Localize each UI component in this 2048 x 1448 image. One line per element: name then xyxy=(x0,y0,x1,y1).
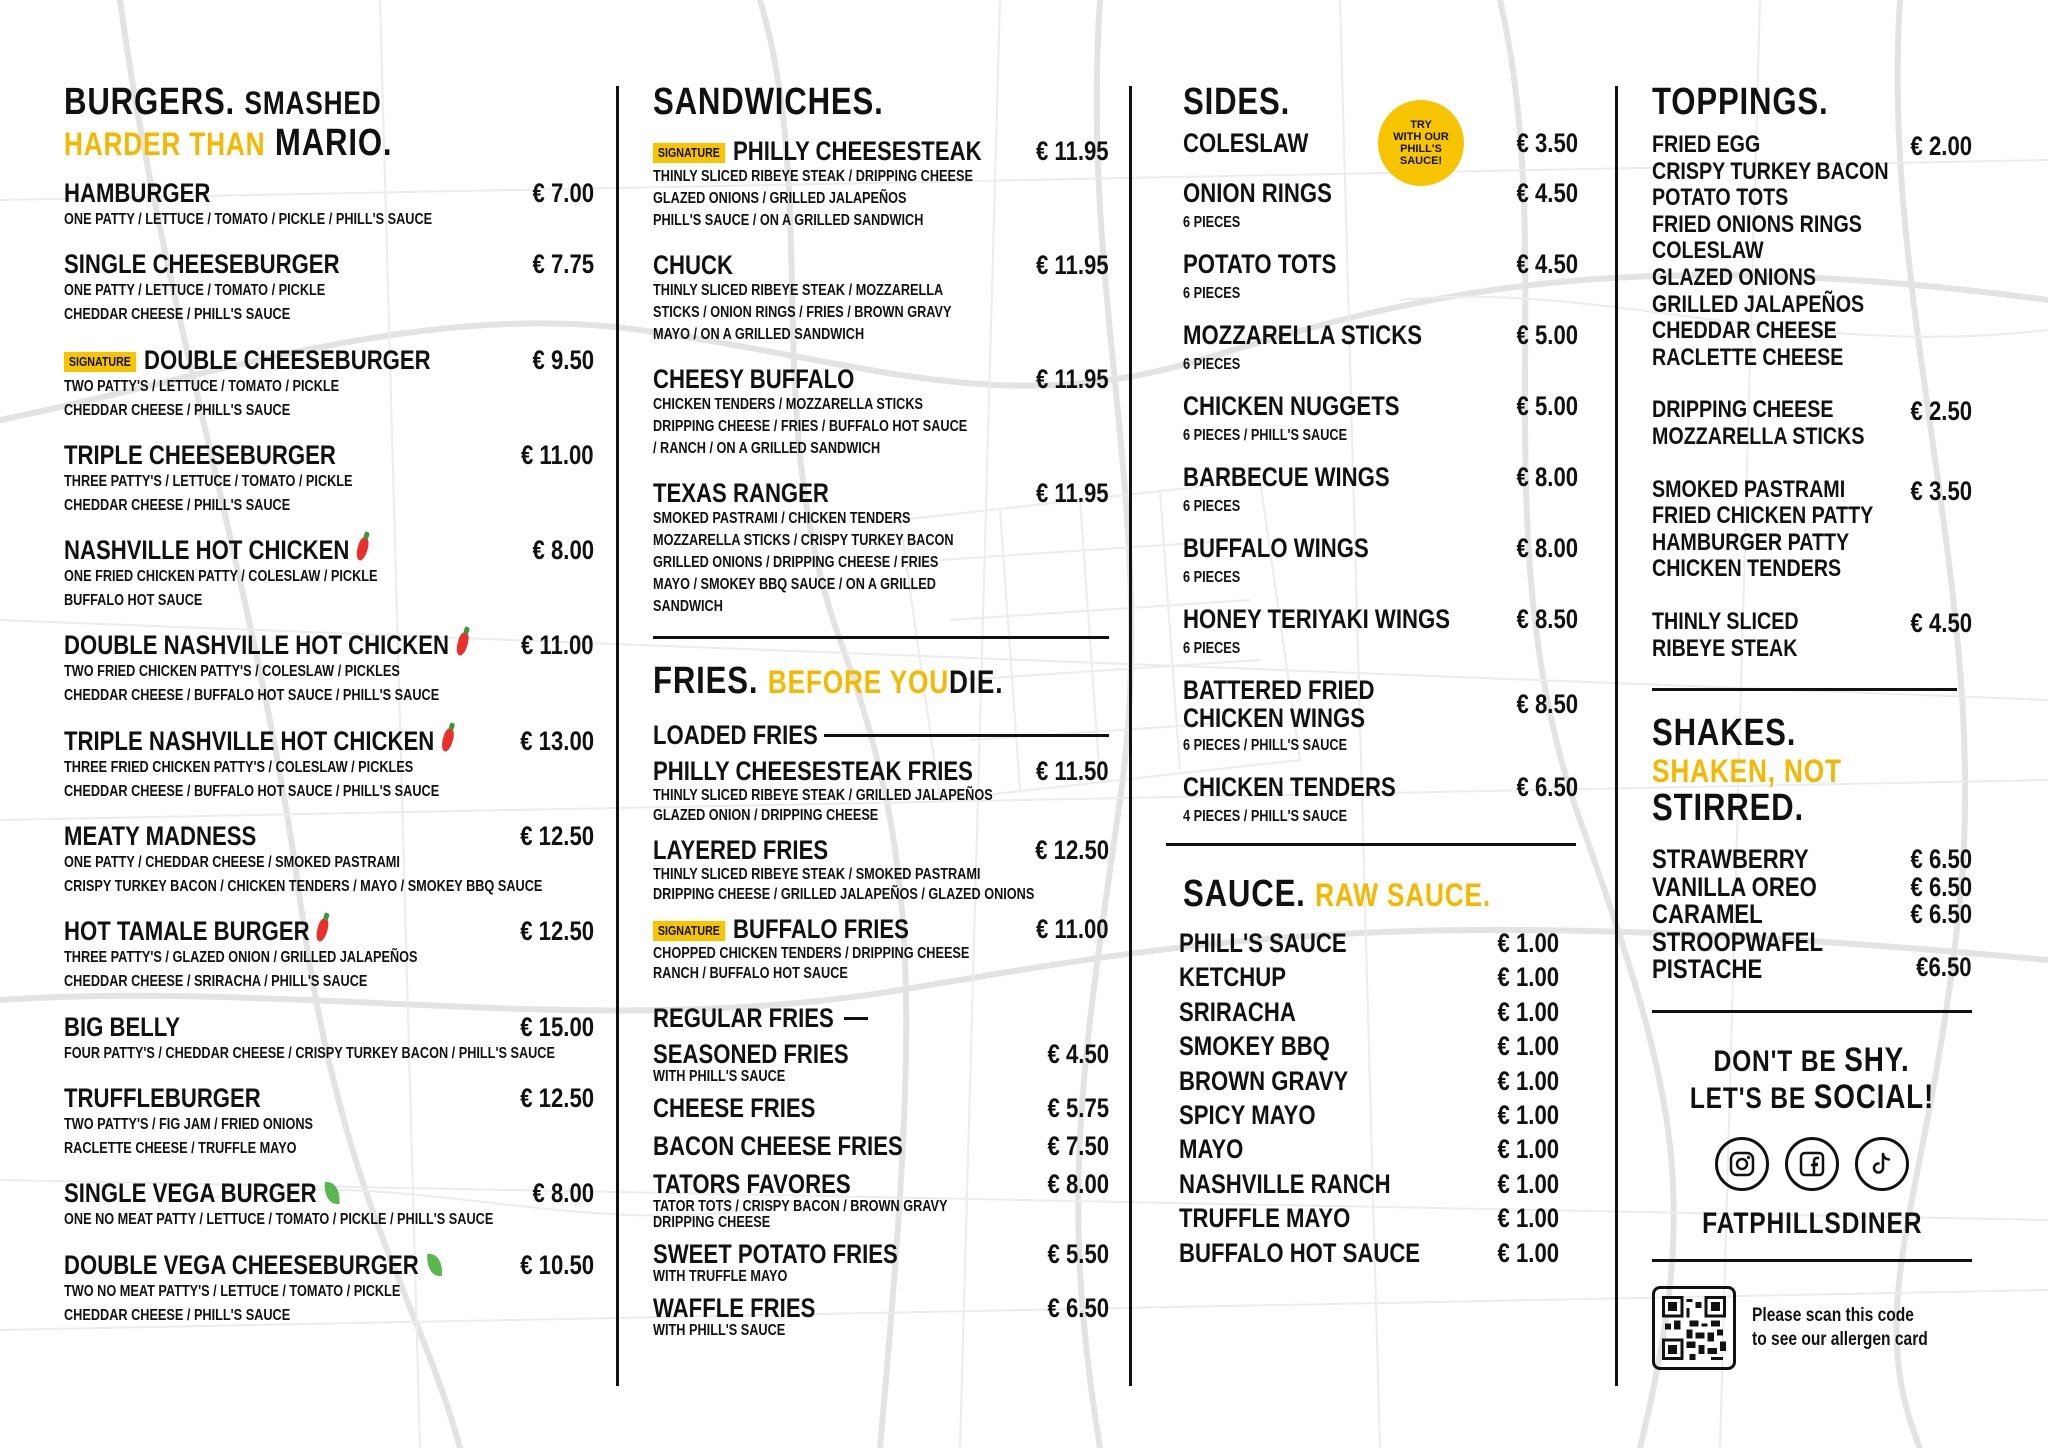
toppings-list xyxy=(1652,132,1972,662)
sauce-item xyxy=(1179,1237,1559,1271)
menu-item xyxy=(64,1012,594,1066)
item-description: ONE FRIED CHICKEN PATTY / COLESLAW / PICKLE xyxy=(64,568,378,586)
item-name: WAFFLE FRIES xyxy=(653,1293,816,1323)
item-name: TRIPLE CHEESEBURGER xyxy=(64,439,336,470)
item-price: € 1.00 xyxy=(1497,1099,1559,1130)
item-description: MAYO / ON A GRILLED SANDWICH xyxy=(653,326,865,343)
menu-item xyxy=(653,914,1109,983)
item-price: € 5.50 xyxy=(1047,1239,1109,1269)
item-price: € 13.00 xyxy=(520,725,594,756)
menu-item xyxy=(64,916,594,994)
menu-item xyxy=(653,1169,1109,1231)
item-price: € 1.00 xyxy=(1497,1031,1559,1062)
item-name: SINGLE VEGA BURGER xyxy=(64,1178,317,1209)
item-name: KETCHUP xyxy=(1179,962,1287,993)
menu-item xyxy=(653,364,1109,460)
item-name: ONION RINGS xyxy=(1183,178,1332,208)
item-description: CHEDDAR CHEESE / PHILL'S SAUCE xyxy=(64,306,291,324)
item-description: CHEDDAR CHEESE / PHILL'S SAUCE xyxy=(64,1306,291,1324)
shake-item xyxy=(1652,871,1972,902)
item-description: / RANCH / ON A GRILLED SANDWICH xyxy=(653,440,881,457)
section-divider xyxy=(1652,1259,1972,1262)
item-price: € 12.50 xyxy=(520,821,594,852)
topping-price: € 3.50 xyxy=(1910,475,1972,506)
item-price: € 4.50 xyxy=(1516,178,1578,208)
item-name: SINGLE CHEESEBURGER xyxy=(64,249,340,280)
menu-item xyxy=(653,250,1109,346)
item-description: TATOR TOTS / CRISPY BACON / BROWN GRAVY xyxy=(653,1198,948,1215)
item-price: € 6.50 xyxy=(1516,772,1578,802)
topping-item: DRIPPING CHEESE xyxy=(1652,396,1834,424)
item-name: BARBECUE WINGS xyxy=(1183,462,1390,492)
item-price: € 8.00 xyxy=(532,1178,594,1209)
item-name-line2: CHICKEN WINGS xyxy=(1183,703,1366,733)
item-name: NASHVILLE HOT CHICKEN xyxy=(64,535,350,566)
topping-item: THINLY SLICED xyxy=(1652,607,1799,635)
chili-icon xyxy=(315,917,331,944)
item-description: 6 PIECES xyxy=(1183,498,1241,515)
item-description: CHEDDAR CHEESE / BUFFALO HOT SAUCE / PHILL'S SAUCE xyxy=(64,687,440,705)
item-price: € 4.50 xyxy=(1047,1039,1109,1069)
shake-item xyxy=(1652,952,1972,985)
item-price: € 7.75 xyxy=(532,249,594,280)
topping-item: RACLETTE CHEESE xyxy=(1652,343,1844,371)
regular-fries-list xyxy=(653,1039,1109,1339)
signature-badge: SIGNATURE xyxy=(64,352,136,372)
sauce-item xyxy=(1179,1168,1559,1202)
item-price: € 11.00 xyxy=(521,630,594,661)
sauce-item xyxy=(1179,1065,1559,1099)
allergen-text-line1: Please scan this code xyxy=(1752,1304,1914,1326)
item-price: € 11.00 xyxy=(1036,914,1109,944)
item-price: € 1.00 xyxy=(1497,962,1559,993)
item-name: SPICY MAYO xyxy=(1179,1099,1316,1130)
toppings-title: TOPPINGS. xyxy=(1652,81,1829,123)
menu-item xyxy=(64,535,594,613)
leaf-icon xyxy=(325,1182,340,1204)
chili-icon xyxy=(454,631,470,658)
item-name: BROWN GRAVY xyxy=(1179,1065,1349,1096)
loaded-fries-heading: LOADED FRIES xyxy=(653,720,1109,750)
item-price: € 11.95 xyxy=(1036,478,1109,508)
menu-item xyxy=(64,1083,594,1161)
item-description: WITH PHILL'S SAUCE xyxy=(653,1068,786,1085)
menu-item xyxy=(653,1293,1109,1339)
item-price: € 8.00 xyxy=(532,535,594,566)
item-description: CHEDDAR CHEESE / PHILL'S SAUCE xyxy=(64,496,291,514)
item-price: € 8.00 xyxy=(1516,533,1578,563)
item-price: € 7.00 xyxy=(532,178,594,208)
item-name: HAMBURGER xyxy=(64,178,211,208)
burgers-section xyxy=(64,70,594,1345)
item-description: 6 PIECES / PHILL'S SAUCE xyxy=(1183,427,1348,444)
burgers-subtitle: HARDER THAN MARIO. xyxy=(64,122,393,164)
shake-item xyxy=(1652,901,1972,929)
sauce-item xyxy=(1179,1133,1559,1167)
item-description: THINLY SLICED RIBEYE STEAK / SMOKED PASTRAMI xyxy=(653,866,981,883)
leaf-icon xyxy=(427,1254,442,1276)
item-description: TWO FRIED CHICKEN PATTY'S / COLESLAW / PICKLES xyxy=(64,663,400,681)
item-name: SMOKEY BBQ xyxy=(1179,1031,1330,1062)
item-description: PHILL'S SAUCE / ON A GRILLED SANDWICH xyxy=(653,212,924,229)
menu-item xyxy=(653,1131,1109,1161)
item-name: TRIPLE NASHVILLE HOT CHICKEN xyxy=(64,725,435,756)
sauce-item xyxy=(1179,927,1559,961)
item-name: CHEESE FRIES xyxy=(653,1093,816,1123)
item-name: STRAWBERRY xyxy=(1652,844,1809,875)
social-icons xyxy=(1652,1137,1972,1191)
sauce-item xyxy=(1179,961,1559,995)
column-divider xyxy=(616,86,619,1386)
side-item xyxy=(1183,533,1578,586)
topping-item: FRIED ONIONS RINGS xyxy=(1652,210,1862,238)
tiktok-icon[interactable] xyxy=(1855,1137,1909,1191)
item-name: MAYO xyxy=(1179,1134,1244,1165)
item-name: PHILLY CHEESESTEAK FRIES xyxy=(653,756,973,786)
item-name: PHILLY CHEESESTEAK xyxy=(733,136,982,166)
item-name: BIG BELLY xyxy=(64,1011,181,1042)
item-price: € 6.50 xyxy=(1910,844,1972,875)
item-name: VANILLA OREO xyxy=(1652,871,1817,902)
menu-item xyxy=(64,249,594,327)
menu-item xyxy=(653,1039,1109,1085)
item-price: € 8.50 xyxy=(1516,604,1578,634)
item-description: WITH PHILL'S SAUCE xyxy=(653,1322,786,1339)
item-price: € 8.00 xyxy=(1047,1169,1109,1199)
item-name: TEXAS RANGER xyxy=(653,478,829,508)
item-name: DOUBLE NASHVILLE HOT CHICKEN xyxy=(64,630,450,661)
sandwich-list xyxy=(653,136,1109,618)
sauce-item xyxy=(1179,1202,1559,1236)
item-price: € 3.50 xyxy=(1516,128,1578,158)
item-description: GLAZED ONION / DRIPPING CHEESE xyxy=(653,806,879,824)
item-description: CHEDDAR CHEESE / BUFFALO HOT SAUCE / PHILL'S SAUCE xyxy=(64,782,440,800)
item-name: STROOPWAFEL xyxy=(1652,926,1823,957)
item-price: € 11.00 xyxy=(521,439,594,470)
item-description: 6 PIECES xyxy=(1183,356,1241,373)
item-name: CHUCK xyxy=(653,250,733,280)
section-divider xyxy=(653,636,1109,639)
item-name: PHILL'S SAUCE xyxy=(1179,928,1347,958)
item-description: DRIPPING CHEESE xyxy=(653,1214,771,1231)
item-description: TWO PATTY'S / LETTUCE / TOMATO / PICKLE xyxy=(64,377,340,395)
column-divider xyxy=(1129,86,1132,1386)
menu-item xyxy=(64,345,594,423)
side-item xyxy=(1183,320,1578,373)
item-price: € 5.75 xyxy=(1047,1093,1109,1123)
item-description: ONE PATTY / CHEDDAR CHEESE / SMOKED PASTRAMI xyxy=(64,854,400,872)
item-price: € 11.95 xyxy=(1036,250,1109,280)
side-item xyxy=(1183,462,1578,515)
item-description: ONE PATTY / LETTUCE / TOMATO / PICKLE xyxy=(64,282,326,300)
item-description: THREE FRIED CHICKEN PATTY'S / COLESLAW / PICKLES xyxy=(64,758,414,776)
item-name: MOZZARELLA STICKS xyxy=(1183,320,1423,350)
menu-item xyxy=(653,756,1109,825)
item-price: € 10.50 xyxy=(520,1249,594,1280)
menu-item xyxy=(64,821,594,899)
topping-price: € 4.50 xyxy=(1910,607,1972,638)
item-name: DOUBLE VEGA CHEESEBURGER xyxy=(64,1249,419,1280)
shake-item xyxy=(1652,846,1972,874)
shakes-title: SHAKES. SHAKEN, NOT STIRRED. xyxy=(1652,712,1842,830)
item-price: € 8.00 xyxy=(1516,462,1578,492)
topping-item: MOZZARELLA STICKS xyxy=(1652,422,1865,450)
side-item xyxy=(1183,391,1578,444)
section-divider xyxy=(1652,688,1957,691)
item-name: SRIRACHA xyxy=(1179,996,1296,1027)
side-item xyxy=(1183,128,1578,158)
item-name: COLESLAW xyxy=(1183,128,1309,158)
item-description: 4 PIECES / PHILL'S SAUCE xyxy=(1183,808,1348,825)
item-name: HOT TAMALE BURGER xyxy=(64,916,310,947)
item-price: € 15.00 xyxy=(520,1011,594,1042)
try-with-sauce-badge: TRY WITH OUR PHILL'S SAUCE! xyxy=(1378,100,1464,186)
item-description: 6 PIECES / PHILL'S SAUCE xyxy=(1183,737,1348,754)
item-price: € 6.50 xyxy=(1910,871,1972,902)
facebook-icon[interactable] xyxy=(1785,1137,1839,1191)
sandwiches-title: SANDWICHES. xyxy=(653,81,884,123)
item-price: € 12.50 xyxy=(520,1082,594,1113)
topping-price: € 2.00 xyxy=(1910,131,1972,161)
topping-group xyxy=(1652,477,1972,583)
signature-badge: SIGNATURE xyxy=(653,921,725,941)
item-description: DRIPPING CHEESE / FRIES / BUFFALO HOT SAUCE xyxy=(653,418,968,435)
topping-item: SMOKED PASTRAMI xyxy=(1652,475,1846,503)
item-price: € 9.50 xyxy=(532,344,594,375)
item-description: FOUR PATTY'S / CHEDDAR CHEESE / CRISPY TURKEY BACON / PHILL'S SAUCE xyxy=(64,1044,555,1062)
item-name: PISTACHE xyxy=(1652,954,1763,985)
allergen-block xyxy=(1652,1286,1972,1370)
topping-group xyxy=(1652,132,1972,371)
side-item xyxy=(1183,675,1578,754)
sauce-item xyxy=(1179,1030,1559,1064)
qr-code[interactable] xyxy=(1652,1286,1736,1370)
item-price: € 1.00 xyxy=(1497,1134,1559,1165)
item-description: STICKS / ONION RINGS / FRIES / BROWN GRAVY xyxy=(653,304,952,321)
item-price: € 1.00 xyxy=(1497,1168,1559,1199)
burger-list xyxy=(64,178,594,1328)
social-handle[interactable]: FATPHILLSDINER xyxy=(1701,1206,1923,1240)
item-description: MOZZARELLA STICKS / CRISPY TURKEY BACON xyxy=(653,532,954,549)
item-description: ONE PATTY / LETTUCE / TOMATO / PICKLE / PHILL'S SAUCE xyxy=(64,211,433,228)
item-name: TRUFFLE MAYO xyxy=(1179,1203,1351,1234)
section-divider xyxy=(1166,843,1576,846)
topping-item: FRIED EGG xyxy=(1652,131,1761,158)
sauce-list xyxy=(1179,927,1578,1271)
menu-item xyxy=(64,178,594,232)
item-name: CHICKEN NUGGETS xyxy=(1183,391,1400,421)
menu-item xyxy=(653,835,1109,904)
side-item xyxy=(1183,178,1578,231)
item-price: € 11.50 xyxy=(1036,756,1109,786)
side-item xyxy=(1183,772,1578,825)
item-description: GRILLED ONIONS / DRIPPING CHEESE / FRIES xyxy=(653,554,939,571)
item-description: SMOKED PASTRAMI / CHICKEN TENDERS xyxy=(653,510,911,527)
topping-item: CRISPY TURKEY BACON xyxy=(1652,157,1889,185)
side-item xyxy=(1183,249,1578,302)
item-description: RACLETTE CHEESE / TRUFFLE MAYO xyxy=(64,1139,297,1157)
topping-item: CHEDDAR CHEESE xyxy=(1652,317,1837,345)
side-item xyxy=(1183,604,1578,657)
item-name: POTATO TOTS xyxy=(1183,249,1337,279)
item-description: MAYO / SMOKEY BBQ SAUCE / ON A GRILLED xyxy=(653,576,936,593)
item-price: € 7.50 xyxy=(1047,1131,1109,1161)
item-name: SWEET POTATO FRIES xyxy=(653,1239,898,1269)
item-price: € 1.00 xyxy=(1497,1065,1559,1096)
item-description: THINLY SLICED RIBEYE STEAK / DRIPPING CHEESE xyxy=(653,168,973,185)
item-description: 6 PIECES xyxy=(1183,214,1241,231)
sauce-title: SAUCE. RAW SAUCE. xyxy=(1183,873,1491,915)
sauce-item xyxy=(1179,996,1559,1030)
topping-item: HAMBURGER PATTY xyxy=(1652,528,1850,556)
item-price: € 11.95 xyxy=(1036,364,1109,394)
item-description: CHEDDAR CHEESE / PHILL'S SAUCE xyxy=(64,401,291,419)
allergen-text-line2: to see our allergen card xyxy=(1752,1328,1928,1350)
item-description: BUFFALO HOT SAUCE xyxy=(64,592,203,610)
topping-price: € 2.50 xyxy=(1910,396,1972,427)
menu-item xyxy=(653,1239,1109,1285)
item-description: CHEDDAR CHEESE / SRIRACHA / PHILL'S SAUCE xyxy=(64,973,368,991)
item-price: € 11.95 xyxy=(1036,136,1109,166)
item-price: € 1.00 xyxy=(1497,996,1559,1027)
menu-item xyxy=(64,726,594,804)
item-description: 6 PIECES xyxy=(1183,640,1241,657)
item-description: GLAZED ONIONS / GRILLED JALAPEÑOS xyxy=(653,190,907,207)
fries-title: FRIES. BEFORE YOUDIE. xyxy=(653,660,1004,702)
loaded-fries-list xyxy=(653,756,1109,983)
menu-item xyxy=(64,1178,594,1232)
topping-item: GLAZED ONIONS xyxy=(1652,263,1817,291)
column-divider xyxy=(1615,86,1618,1386)
menu-item xyxy=(64,1250,594,1328)
item-description: 6 PIECES xyxy=(1183,285,1241,302)
sides-list xyxy=(1183,128,1578,825)
item-description: THINLY SLICED RIBEYE STEAK / GRILLED JALAPEÑOS xyxy=(653,787,993,804)
item-name: MEATY MADNESS xyxy=(64,821,257,852)
burgers-title: BURGERS. SMASHED xyxy=(64,81,382,123)
menu-item xyxy=(653,478,1109,618)
item-description: TWO NO MEAT PATTY'S / LETTUCE / TOMATO / PICKLE xyxy=(64,1282,401,1300)
toppings-section xyxy=(1652,70,1972,1370)
item-price: € 6.50 xyxy=(1910,899,1972,930)
item-price: € 5.00 xyxy=(1516,391,1578,421)
item-name: CHEESY BUFFALO xyxy=(653,364,855,394)
topping-group xyxy=(1652,397,1972,450)
menu-item xyxy=(64,630,594,708)
instagram-icon[interactable] xyxy=(1715,1137,1769,1191)
item-price: € 6.50 xyxy=(1047,1293,1109,1323)
menu-item xyxy=(653,1093,1109,1123)
item-name: DOUBLE CHEESEBURGER xyxy=(144,344,431,375)
item-description: CHICKEN TENDERS / MOZZARELLA STICKS xyxy=(653,396,923,413)
item-description: TWO PATTY'S / FIG JAM / FRIED ONIONS xyxy=(64,1115,313,1133)
topping-item: RIBEYE STEAK xyxy=(1652,634,1798,662)
regular-fries-heading: REGULAR FRIES xyxy=(653,1003,868,1033)
item-price: € 12.50 xyxy=(1035,835,1109,865)
item-name: BACON CHEESE FRIES xyxy=(653,1131,903,1161)
sauce-item xyxy=(1179,1099,1559,1133)
item-description: THREE PATTY'S / GLAZED ONION / GRILLED JALAPEÑOS xyxy=(64,949,418,967)
menu-item xyxy=(653,136,1109,232)
item-name: TRUFFLEBURGER xyxy=(64,1082,261,1113)
chili-icon xyxy=(355,536,371,563)
item-description: WITH TRUFFLE MAYO xyxy=(653,1268,788,1285)
section-divider xyxy=(1652,1010,1972,1013)
item-description: THREE PATTY'S / LETTUCE / TOMATO / PICKLE xyxy=(64,472,353,490)
item-name: TATORS FAVORES xyxy=(653,1169,851,1199)
item-price: € 5.00 xyxy=(1516,320,1578,350)
item-name: HONEY TERIYAKI WINGS xyxy=(1183,604,1450,634)
sides-title: SIDES. xyxy=(1183,81,1291,123)
sides-section xyxy=(1179,70,1578,1271)
topping-item: GRILLED JALAPEÑOS xyxy=(1652,290,1865,318)
item-name: BUFFALO WINGS xyxy=(1183,533,1369,563)
topping-item: POTATO TOTS xyxy=(1652,184,1789,212)
item-name: CARAMEL xyxy=(1652,899,1763,930)
item-description: ONE NO MEAT PATTY / LETTUCE / TOMATO / PICKLE / PHILL'S SAUCE xyxy=(64,1211,494,1229)
item-price: €6.50 xyxy=(1916,952,1972,983)
item-name: BATTERED FRIED xyxy=(1183,675,1375,705)
item-name: NASHVILLE RANCH xyxy=(1179,1168,1391,1199)
item-price: € 1.00 xyxy=(1497,1237,1559,1268)
item-price: € 1.00 xyxy=(1497,1203,1559,1234)
menu-item xyxy=(64,440,594,518)
topping-item: COLESLAW xyxy=(1652,237,1764,265)
signature-badge: SIGNATURE xyxy=(653,143,725,163)
item-name: SEASONED FRIES xyxy=(653,1039,849,1069)
item-name: CHICKEN TENDERS xyxy=(1183,772,1396,802)
item-description: RANCH / BUFFALO HOT SAUCE xyxy=(653,964,848,982)
item-price: € 8.50 xyxy=(1516,689,1578,719)
item-name: BUFFALO HOT SAUCE xyxy=(1179,1237,1421,1268)
item-description: 6 PIECES xyxy=(1183,569,1241,586)
item-description: CRISPY TURKEY BACON / CHICKEN TENDERS / MAYO / SMOKEY BBQ SAUCE xyxy=(64,878,543,896)
item-price: € 4.50 xyxy=(1516,249,1578,279)
topping-item: FRIED CHICKEN PATTY xyxy=(1652,502,1874,530)
social-block: DON'T BE SHY. LET'S BE SOCIAL! FATPHILLSDINER xyxy=(1652,1043,1972,1241)
item-price: € 1.00 xyxy=(1497,928,1559,958)
item-name: BUFFALO FRIES xyxy=(733,914,909,944)
topping-item: CHICKEN TENDERS xyxy=(1652,555,1842,583)
item-description: SANDWICH xyxy=(653,598,723,615)
item-description: DRIPPING CHEESE / GRILLED JALAPEÑOS / GLAZED ONIONS xyxy=(653,885,1035,903)
item-price: € 12.50 xyxy=(520,916,594,947)
item-description: CHOPPED CHICKEN TENDERS / DRIPPING CHEESE xyxy=(653,945,970,962)
topping-group xyxy=(1652,609,1972,662)
shakes-list xyxy=(1652,846,1972,984)
sandwiches-section xyxy=(653,70,1109,1347)
chili-icon xyxy=(439,726,455,753)
item-name: LAYERED FRIES xyxy=(653,835,829,865)
item-description: THINLY SLICED RIBEYE STEAK / MOZZARELLA xyxy=(653,282,944,299)
